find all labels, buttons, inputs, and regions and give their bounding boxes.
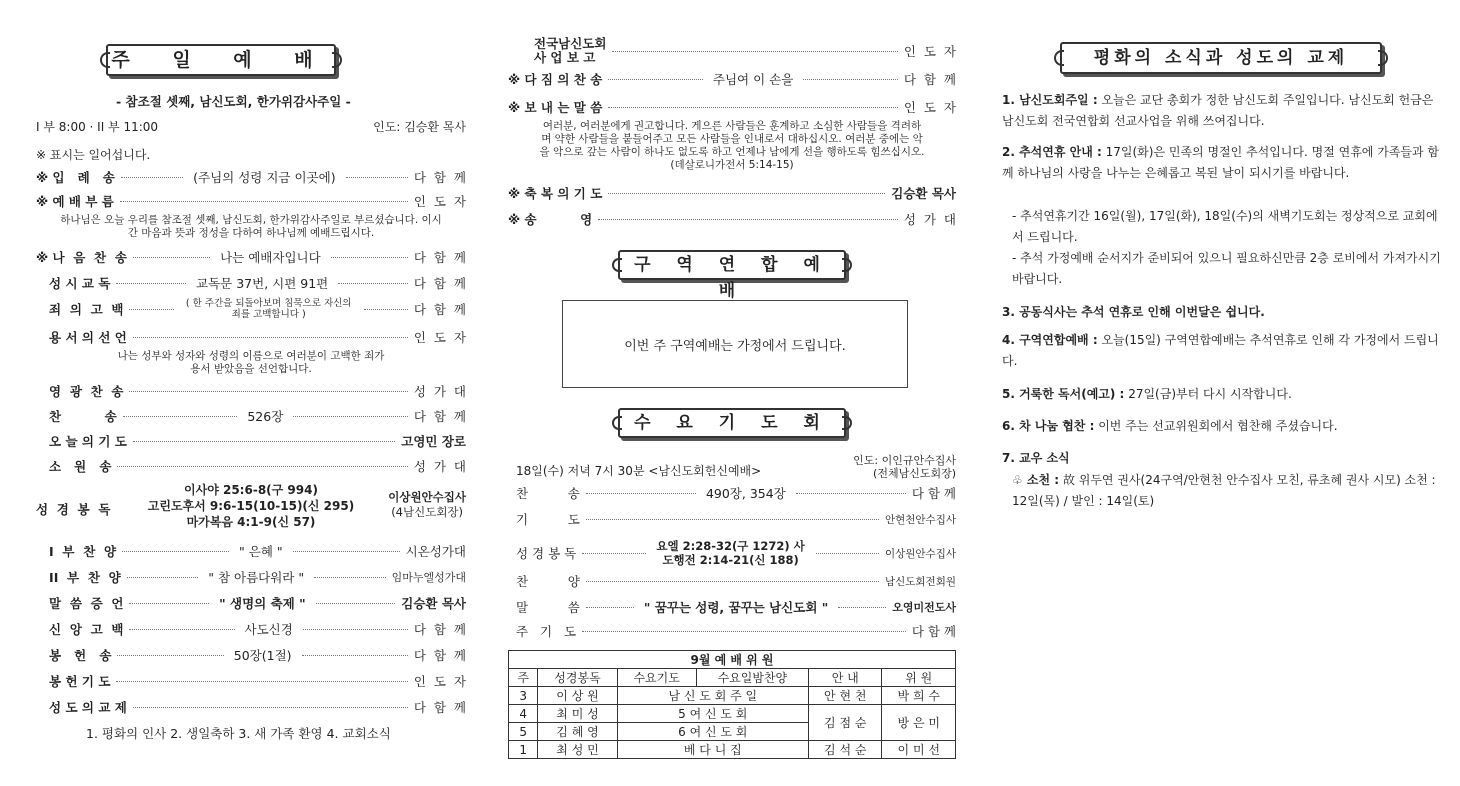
order-item: 소 원 송 성 가 대 [36,459,466,474]
subtitle: - 참조절 셋째, 남신도회, 한가위감사주일 - [116,94,351,109]
order-item: 용 서 의 선 언 인 도 자 [36,330,466,345]
fellowship-list: 1. 평화의 인사 2. 생일축하 3. 새 가족 환영 4. 교회소식 [86,726,391,741]
order-item: 신 앙 고 백 사도신경 다 함 께 [36,622,466,637]
table-row: 5 김 혜 영 6 여 신 도 회 [509,723,956,741]
news-item: 5. 거룩한 독서(예고) : 27일(금)부터 다시 시작합니다. [1002,387,1292,401]
order-item: 죄 의 고 백 ( 한 주간을 되돌아보며 침묵으로 자신의 죄를 고백합니다 ) 다 함 께 [36,298,466,320]
sending-words-text: 여러분, 여러분에게 권고합니다. 게으른 사람들은 훈계하고 소심한 사람들을 격려하며 약한 사람들을 붙들어주고 모든 사람들을 인내로서 대하십시오. 여러분 중에는 악을 악으로 갚는 사람이 하나도 없도록 하고 언제나 남에게 선을 행하도록 힘쓰십시오. (데살로니가전서 5:14-15) [539,120,925,171]
district-worship-box: 이번 주 구역예배는 가정에서 드립니다. [562,300,908,388]
order-item: 봉 헌 송 50장(1절) 다 함 께 [36,648,467,663]
order-item: 성 시 교 독 교독문 37번, 시편 91편 다 함 께 [36,276,466,291]
news-item: 3. 공동식사는 추석 연휴로 인해 이번달은 쉽니다. [1002,305,1265,319]
table-row: 4 최 미 성 5 여 신 도 회 김 점 순 방 은 미 [509,705,956,723]
news-item: - 추석연휴기간 16일(월), 17일(화), 18일(수)의 새벽기도회는 정상적으로 교회에서 드립니다. [1012,209,1438,244]
order-item: 주 기 도 다 함 께 [516,624,956,639]
wednesday-prayer-title: 수 요 기 도 회 [618,408,846,438]
wednesday-time: 18일(수) 저녁 7시 30분 <남신도회헌신예배> [516,464,762,478]
order-item: ※ 입 례 송 (주님의 성령 지금 이곳에) 다 함 께 [36,170,466,185]
news-item: ♧ 소천 : 故 위두연 권사(24구역/안현천 안수집사 모친, 류초혜 권사 시모) 소천 : 12일(목) / 발인 : 14일(토) [1012,473,1436,508]
order-item: 말 씀 증 언 " 생명의 축제 " 김승환 목사 [36,596,467,611]
wednesday-leader: 인도: 이인규안수집사 (전체남신도회장) [853,454,956,480]
order-item: 전국남신도회 사 업 보 고 인 도 자 [534,36,956,65]
standing-note: ※ 표시는 일어섭니다. [36,148,151,162]
news-item: 4. 구역연합예배 : 오늘(15일) 구역연합예배는 추석연휴로 인해 각 가정에서 드립니다. [1002,333,1439,368]
committee-table [508,650,956,759]
order-item: 성 경 봉 독 요엘 2:28-32(구 1272) 사도행전 2:14-21(신 188) 이상원안수집사 [516,539,956,567]
sunday-worship-title: 주 일 예 배 [106,44,336,76]
news-item: - 추석 가정예배 순서지가 준비되어 있으니 필요하신만큼 2층 로비에서 가져가시기 바랍니다. [1012,251,1441,286]
order-item: 찬 양 남신도회전회원 [516,574,956,589]
news-item: 6. 차 나눔 협찬 : 이번 주는 선교위원회에서 협찬해 주셨습니다. [1002,419,1338,433]
leader: 인도: 김승환 목사 [373,120,466,134]
order-item: 영 광 찬 송 성 가 대 [36,384,466,399]
order-item: II 부 찬 양 " 참 아름다워라 " 임마누엘성가대 [36,570,466,585]
news-title: 평화의 소식과 성도의 교제 [1060,42,1382,74]
news-item: 2. 추석연휴 안내 : 17일(화)은 민족의 명절인 추석입니다. 명절 연휴에 가족들과 함께 하나님의 사랑을 나누는 은혜롭고 복된 날이 되시기를 바랍니다. [1002,145,1439,180]
news-item: 7. 교우 소식 [1002,451,1070,465]
table-row: 3 이 상 원 남 신 도 회 주 일 안 현 천 박 희 수 [509,687,956,705]
order-item: 성 도 의 교 제 다 함 께 [36,700,466,715]
call-to-worship-text: 하나님은 오늘 우리를 참조절 셋째, 남신도회, 한가위감사주일로 부르셨습니다. 이시간 마음과 뜻과 정성을 다하여 하나님께 예배드립시다. [60,214,442,239]
order-item: 오 늘 의 기 도 고영민 장로 [36,434,466,449]
table-header-row: 주 성경봉독 수요기도 수요일밤찬양 안 내 위 원 [509,669,956,687]
order-item: 찬 송 526장 다 함 께 [36,409,467,424]
district-worship-title: 구 역 연 합 예 배 [618,250,846,280]
order-item: 기 도 안현천안수집사 [516,512,956,527]
scripture-reading: 성 경 봉 독 이사야 25:6-8(구 994) 고린도후서 9:6-15(10-15)(신 295) 마가복음 4:1-9(신 57) 이상원안수집사 (4남신도회장) [36,483,466,529]
order-item: ※ 다 짐 의 찬 송 주님여 이 손을 다 함 께 [508,72,957,87]
table-row: 1 최 성 민 베 다 니 집 김 석 순 이 미 선 [509,741,956,759]
table-title: 9월 예 배 위 원 [509,651,956,669]
pardon-text: 나는 성부와 성자와 성령의 이름으로 여러분이 고백한 죄가 용서 받았음을 선언합니다. [117,350,385,375]
service-times: I 부 8:00 · II 부 11:00 [36,120,159,134]
order-item: 봉 헌 기 도 인 도 자 [36,674,466,689]
order-item: ※ 송 영 성 가 대 [508,212,956,227]
order-item: ※ 예 배 부 름 인 도 자 [36,194,466,209]
order-item: ※ 축 복 의 기 도 김승환 목사 [508,186,956,201]
order-item: 찬 송 490장, 354장 다 함 께 [516,486,956,501]
order-item: 말 씀 " 꿈꾸는 성령, 꿈꾸는 남신도회 " 오영미전도사 [516,600,956,615]
news-item: 1. 남신도회주일 : 오늘은 교단 총회가 정한 남신도회 주일입니다. 남신도회 헌금은 남신도회 전국연합회 선교사업을 위해 쓰여집니다. [1002,93,1434,128]
order-item: I 부 찬 양 " 은혜 " 시온성가대 [36,544,467,559]
order-item: ※ 나 음 찬 송 나는 예배자입니다 다 함 께 [36,250,466,265]
order-item: ※ 보 내 는 말 씀 인 도 자 [508,100,956,115]
